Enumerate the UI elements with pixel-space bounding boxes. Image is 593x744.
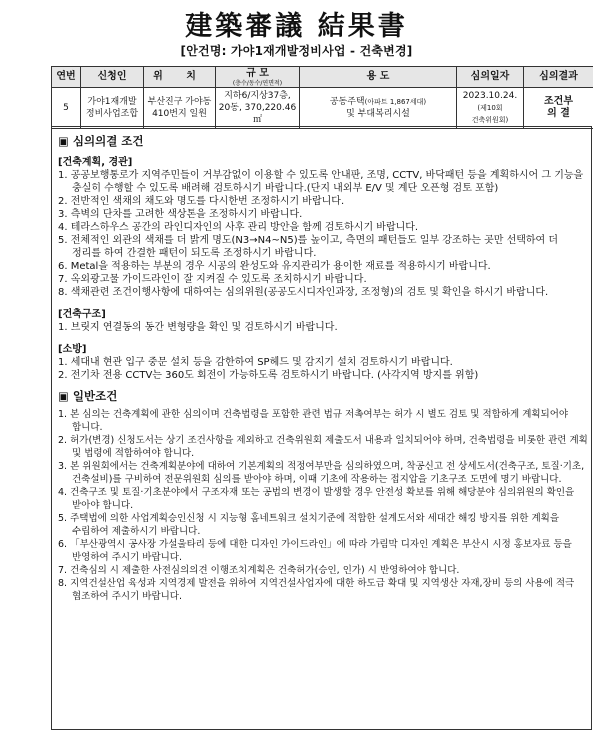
col-header-scale-label: 규 모 xyxy=(246,67,269,79)
use-line-1a: 공동주택 xyxy=(329,97,365,107)
use-line-1b: (아파트 1,867세대) xyxy=(364,98,427,106)
list-item: 6. Metal을 적용하는 부분의 경우 시공의 완성도와 유지관리가 용이한 재료를 적용하시기 바랍니다. xyxy=(58,261,491,272)
col-header-no: 연번 xyxy=(52,67,81,88)
date-line-3: 건축위원회) xyxy=(471,116,509,124)
list-item: 1. 본 심의는 건축계획에 관한 심의이며 건축법령을 포함한 관련 법규 저촉여부는 허가 시 별도 검토 및 적합하게 계획되어야 합니다. xyxy=(58,409,569,433)
scale-line-2: 20동, 370,220.46㎡ xyxy=(218,103,297,125)
list-item: 4. 테라스하우스 공간의 라인디자인의 사후 관리 방안을 함께 검토하시기 바랍니다. xyxy=(58,222,419,233)
list-item: 3. 측벽의 단차를 고려한 색상톤을 조정하시기 바랍니다. xyxy=(58,209,303,220)
applicant-line-1: 가야1재개발 xyxy=(87,97,137,107)
list-item: 7. 건축심의 시 제출한 사전심의의견 이행조치계획은 건축허가(승인, 인가) 시 반영하여야 합니다. xyxy=(58,565,460,576)
location-line-1: 부산진구 가야동 xyxy=(147,97,212,107)
group-title-architecture: [건축계획, 경관] xyxy=(58,157,133,168)
list-item: 1. 브릿지 연결동의 동간 변형량을 확인 및 검토하시기 바랍니다. xyxy=(58,322,338,333)
cell-result xyxy=(524,88,593,129)
general-conditions-list xyxy=(58,408,588,603)
cell-no: 5 xyxy=(52,88,81,129)
review-heading: ▣ 심의의결 조건 xyxy=(58,134,144,148)
result-line-2: 의 결 xyxy=(547,108,570,119)
use-line-2: 및 부대복리시설 xyxy=(346,109,410,119)
list-item: 8. 지역건설산업 육성과 지역경제 발전을 위하여 지역건설사업자에 대한 하도급 확대 및 지역생산 자재,장비 등의 사용에 적극 협조하여 주시기 바랍니다. xyxy=(58,578,575,602)
list-item: 2. 허가(변경) 신청도서는 상기 조건사항을 제외하고 건축위원회 제출도서 내용과 일치되어야 하며, 건축법령을 비롯한 관련 계획 및 법령에 적합하여야 합니다. xyxy=(58,435,588,459)
summary-table xyxy=(51,66,593,129)
cell-scale xyxy=(216,88,300,129)
document-title: 建築審議 結果書 xyxy=(185,11,408,42)
group-title-fire: [소방] xyxy=(58,344,87,355)
list-item: 6. 「부산광역시 공사장 가설울타리 등에 대한 디자인 가이드라인」에 따라 가림막 디자인 계획은 부산시 시정 홍보자료 등을 반영하여 주시기 바랍니다. xyxy=(58,539,572,563)
col-header-applicant: 신청인 xyxy=(81,67,144,88)
cell-location xyxy=(144,88,216,129)
col-header-scale xyxy=(216,67,300,88)
agenda-subtitle: [안건명: 가야1재개발정비사업 - 건축변경] xyxy=(180,44,413,58)
list-item: 4. 건축구조 및 토질·기초분야에서 구조자재 또는 공법의 변경이 발생할 경우 안전성 확보를 위해 해당분야 심의위원의 확인을 받아야 합니다. xyxy=(58,487,575,511)
cell-date xyxy=(457,88,524,129)
conditions-content xyxy=(58,131,588,603)
col-header-location: 위 치 xyxy=(144,67,216,88)
date-line-2: (제10회 xyxy=(477,104,503,112)
col-header-use: 용 도 xyxy=(300,67,457,88)
list-item: 5. 주택법에 의한 사업계획승인신청 시 지능형 홈네트워크 설치기준에 적합한 설계도서와 세대간 해킹 방지를 위한 계획을 수립하여 제출하시기 바랍니다. xyxy=(58,513,560,537)
table-row xyxy=(52,88,593,129)
list-item: 1. 세대내 현관 입구 중문 설치 등을 감한하여 SP헤드 및 감지기 설치 검토하시기 바랍니다. xyxy=(58,357,453,368)
location-line-2: 410번지 일원 xyxy=(152,109,207,119)
general-heading: ▣ 일반조건 xyxy=(58,389,118,403)
list-item: 8. 색채관련 조건이행사항에 대하여는 심의위원(공공도시디자인과장, 조정형)의 검토 및 확인을 하시기 바랍니다. xyxy=(58,287,549,298)
list-item: 7. 옥외광고물 가이드라인이 잘 지켜질 수 있도록 조치하시기 바랍니다. xyxy=(58,274,367,285)
date-line-1: 2023.10.24. xyxy=(462,91,518,101)
cell-applicant xyxy=(81,88,144,129)
list-item: 1. 공공보행통로가 지역주민들이 거부감없이 이용할 수 있도록 안내판, 조명, CCTV, 바닥패턴 등을 계획하시어 그 기능을 충실히 수행할 수 있도록 배려해 검토하시기 바랍니다.(단지 내외부 E/V 및 계단 오픈형 검토 포함) xyxy=(58,170,584,194)
list-item: 2. 전기차 전용 CCTV는 360도 회전이 가능하도록 검토하시기 바랍니다. (사각지역 방지를 위함) xyxy=(58,370,479,381)
col-header-result: 심의결과 xyxy=(524,67,593,88)
table-header-row xyxy=(52,67,593,88)
list-item: 5. 전체적인 외관의 색채를 더 밝게 명도(N3→N4~N5)를 높이고, 측면의 패턴들도 일부 강조하는 곳만 선택하여 더 정리를 하여 간결한 패턴이 되도록 조정하시기 바랍니다. xyxy=(58,235,559,259)
list-item: 3. 본 위원회에서는 건축계획분야에 대하여 기본계획의 적정여부만을 심의하였으며, 착공신고 전 상세도서(건축구조, 토질·기초, 건축설비)를 구비하여 전문위원회 심의를 받아야 하며, 이때 기초에 작용하는 접지압을 기초구조 도면에 명기 바랍니다. xyxy=(58,461,585,485)
result-line-1: 조건부 xyxy=(544,96,573,107)
cell-use xyxy=(300,88,457,129)
col-header-scale-sub: (층수/동수/연면적) xyxy=(232,79,283,87)
use-line-1 xyxy=(300,96,456,108)
group-title-structure: [건축구조] xyxy=(58,309,106,320)
applicant-line-2: 정비사업조합 xyxy=(85,109,139,119)
scale-line-1: 지하6/지상37층, xyxy=(224,91,291,101)
col-header-date: 심의일자 xyxy=(457,67,524,88)
list-item: 2. 전반적인 색채의 채도와 명도를 다시한번 조정하시기 바랍니다. xyxy=(58,196,345,207)
